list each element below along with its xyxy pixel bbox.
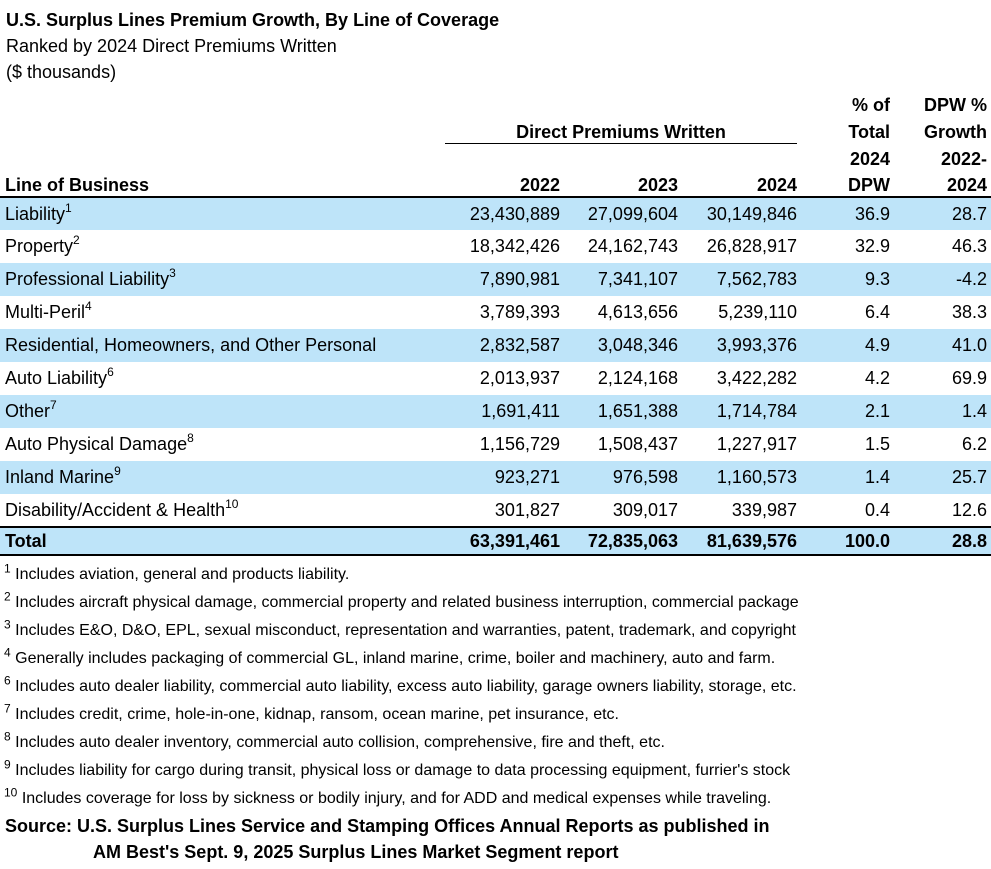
- dpw-2022-cell: 1,156,729: [479, 434, 560, 454]
- pct-total-cell: 4.2: [864, 368, 890, 388]
- total-label: Total: [0, 527, 445, 555]
- dpw-2022-cell: 18,342,426: [469, 236, 560, 256]
- pct-total-header-line3: 2024: [849, 149, 890, 169]
- row-label: Property: [5, 236, 74, 256]
- table-body: [0, 197, 991, 527]
- footnote-number: 2: [4, 589, 11, 604]
- growth-header-line4: 2024: [890, 170, 991, 197]
- footnote-marker: 9: [114, 464, 121, 478]
- growth-cell: 46.3: [951, 236, 987, 256]
- footnote-marker: 4: [85, 299, 92, 313]
- row-label: Liability: [5, 203, 66, 224]
- pct-total-cell: 0.4: [864, 499, 890, 520]
- header-row-4: [0, 170, 991, 197]
- pct-total-cell: 1.5: [864, 434, 890, 454]
- header-row-3: [0, 143, 991, 170]
- dpw-2024-cell: 1,714,784: [716, 401, 797, 421]
- dpw-2022-cell: 23,430,889: [469, 203, 560, 224]
- table-header: [0, 89, 991, 197]
- footnote-number: 4: [4, 645, 11, 660]
- table-row: [0, 461, 991, 494]
- footnote-number: 10: [4, 785, 18, 800]
- growth-cell: 25.7: [951, 467, 987, 487]
- row-label: Auto Physical Damage: [5, 434, 188, 454]
- units-note: ($ thousands): [6, 62, 117, 82]
- row-label-cell: [0, 263, 445, 296]
- dpw-2024-cell: 3,993,376: [716, 335, 797, 355]
- header-row-1: [0, 89, 991, 116]
- row-label-cell: [0, 428, 445, 461]
- dpw-2022-cell: 3,789,393: [479, 302, 560, 322]
- row-label: Professional Liability: [5, 269, 170, 289]
- table-row: [0, 329, 991, 362]
- dpw-2023-cell: 7,341,107: [597, 269, 678, 289]
- dpw-2024-cell: 30,149,846: [706, 203, 797, 224]
- dpw-2022-cell: 2,013,937: [479, 368, 560, 388]
- footnote-text: Includes auto dealer liability, commercial auto liability, excess auto liability, garage owners liability, storage, etc.: [15, 678, 797, 695]
- growth-cell: 38.3: [951, 302, 987, 322]
- row-label: Multi-Peril: [5, 302, 86, 322]
- footnote: [4, 561, 991, 589]
- line-of-business-header: Line of Business: [0, 170, 445, 197]
- footnote: [4, 701, 991, 729]
- total-dpw-2022: 63,391,461: [445, 527, 560, 555]
- pct-total-cell: 2.1: [864, 401, 890, 421]
- pct-total-cell: 4.9: [864, 335, 890, 355]
- table-row: [0, 197, 991, 230]
- table-row: [0, 395, 991, 428]
- row-label-cell: [0, 329, 445, 362]
- growth-cell: 41.0: [951, 335, 987, 355]
- footnote-marker: 3: [169, 266, 176, 280]
- footnote-text: Generally includes packaging of commercial GL, inland marine, crime, boiler and machinery, auto and farm.: [15, 650, 776, 667]
- pct-total-header-line2: Total: [848, 122, 890, 142]
- footnote-text: Includes credit, crime, hole-in-one, kidnap, ransom, ocean marine, pet insurance, etc.: [15, 706, 619, 723]
- dpw-2023-cell: 976,598: [612, 467, 678, 487]
- footnote-number: 9: [4, 757, 11, 772]
- total-dpw-2024: 81,639,576: [678, 527, 797, 555]
- pct-total-cell: 9.3: [864, 269, 890, 289]
- dpw-2024-cell: 7,562,783: [716, 269, 797, 289]
- table-row: [0, 428, 991, 461]
- growth-cell: 69.9: [951, 368, 987, 388]
- table-row: [0, 296, 991, 329]
- dpw-2022-cell: 2,832,587: [479, 335, 560, 355]
- footnote: [4, 589, 991, 617]
- dpw-2023-cell: 309,017: [612, 499, 678, 520]
- footnote-marker: 7: [50, 398, 57, 412]
- dpw-2024-cell: 26,828,917: [706, 236, 797, 256]
- footnote-text: Includes aircraft physical damage, commercial property and related business interruption, commercial package: [15, 594, 799, 611]
- footnote-marker: 10: [225, 496, 239, 511]
- total-row: [0, 527, 991, 555]
- dpw-2022-cell: 923,271: [494, 467, 560, 487]
- row-label: Other: [5, 401, 51, 421]
- dpw-2023-cell: 24,162,743: [587, 236, 678, 256]
- total-growth: 28.8: [890, 527, 991, 555]
- growth-cell: -4.2: [955, 269, 987, 289]
- dpw-2023-cell: 3,048,346: [597, 335, 678, 355]
- footnote: [4, 729, 991, 757]
- dpw-2024-cell: 1,160,573: [716, 467, 797, 487]
- pct-total-header-line1: % of: [852, 95, 890, 115]
- row-label-cell: [0, 494, 445, 527]
- row-label-cell: [0, 395, 445, 428]
- pct-total-cell: 6.4: [864, 302, 890, 322]
- page-title: U.S. Surplus Lines Premium Growth, By Line of Coverage: [6, 10, 500, 30]
- dpw-2023-cell: 4,613,656: [597, 302, 678, 322]
- growth-cell: 6.2: [961, 434, 987, 454]
- growth-header-line1: DPW %: [924, 95, 987, 115]
- dpw-2023-cell: 1,508,437: [597, 434, 678, 454]
- pct-total-cell: 1.4: [864, 467, 890, 487]
- pct-total-header-line4: DPW: [797, 170, 890, 197]
- row-label-cell: [0, 197, 445, 230]
- dpw-2023-cell: 27,099,604: [587, 203, 678, 224]
- footnote-text: Includes E&O, D&O, EPL, sexual misconduct, representation and warranties, patent, trademark, and copyright: [15, 622, 796, 639]
- dpw-group-header: Direct Premiums Written: [445, 116, 797, 143]
- table-row: [0, 494, 991, 527]
- footnote: [4, 785, 991, 813]
- year-header-2024: 2024: [678, 170, 797, 197]
- footnote: [4, 673, 991, 701]
- dpw-2024-cell: 1,227,917: [716, 434, 797, 454]
- title-block: [0, 0, 991, 85]
- row-label-cell: [0, 461, 445, 494]
- footnote-marker: 8: [187, 431, 194, 445]
- growth-cell: 1.4: [961, 401, 987, 421]
- source-line-2: AM Best's Sept. 9, 2025 Surplus Lines Market Segment report: [93, 842, 619, 862]
- row-label-cell: [0, 296, 445, 329]
- dpw-2023-cell: 2,124,168: [597, 368, 678, 388]
- footnote-text: Includes coverage for loss by sickness or bodily injury, and for ADD and medical expenses while traveling.: [21, 790, 772, 807]
- footnote-text: Includes liability for cargo during transit, physical loss or damage to data processing equipment, furrier's stock: [15, 762, 791, 779]
- footnote-number: 3: [4, 617, 11, 632]
- footnote-number: 7: [4, 701, 11, 716]
- table-row: [0, 263, 991, 296]
- row-label: Inland Marine: [5, 467, 115, 487]
- footnote-marker: 2: [73, 233, 80, 247]
- header-row-2: [0, 116, 991, 143]
- table-row: [0, 230, 991, 263]
- year-header-2022: 2022: [445, 170, 560, 197]
- year-header-2023: 2023: [560, 170, 678, 197]
- growth-header-line2: Growth: [924, 122, 987, 142]
- dpw-2024-cell: 3,422,282: [716, 368, 797, 388]
- footnote-text: Includes auto dealer inventory, commercial auto collision, comprehensive, fire and theft, etc.: [15, 734, 665, 751]
- growth-cell: 28.7: [951, 203, 987, 224]
- total-pct-total: 100.0: [797, 527, 890, 555]
- footnote-number: 6: [4, 673, 11, 688]
- row-label: Residential, Homeowners, and Other Personal: [5, 335, 377, 355]
- footnote: [4, 645, 991, 673]
- footnote-number: 1: [4, 561, 11, 576]
- row-label: Auto Liability: [5, 368, 108, 388]
- growth-header-line3: 2022-: [940, 149, 987, 169]
- row-label-cell: [0, 362, 445, 395]
- growth-cell: 12.6: [951, 499, 987, 520]
- footnote: [4, 617, 991, 645]
- table-row: [0, 362, 991, 395]
- source-line-1: Source: U.S. Surplus Lines Service and Stamping Offices Annual Reports as published in: [5, 816, 770, 836]
- footnote: [4, 757, 991, 785]
- pct-total-cell: 36.9: [854, 203, 890, 224]
- dpw-2022-cell: 1,691,411: [481, 401, 560, 421]
- footnote-marker: 6: [107, 365, 114, 379]
- total-dpw-2023: 72,835,063: [560, 527, 678, 555]
- row-label: Disability/Accident & Health: [5, 499, 226, 520]
- dpw-2023-cell: 1,651,388: [597, 401, 678, 421]
- premium-table: [0, 89, 991, 556]
- dpw-2022-cell: 7,890,981: [479, 269, 560, 289]
- row-label-cell: [0, 230, 445, 263]
- pct-total-cell: 32.9: [854, 236, 890, 256]
- dpw-2022-cell: 301,827: [494, 499, 560, 520]
- footnote-marker: 1: [65, 200, 72, 215]
- footnotes-section: [0, 556, 991, 813]
- footnote-number: 8: [4, 729, 11, 744]
- dpw-2024-cell: 339,987: [731, 499, 797, 520]
- footnote-text: Includes aviation, general and products liability.: [15, 566, 350, 583]
- page-subtitle: Ranked by 2024 Direct Premiums Written: [6, 36, 337, 56]
- dpw-2024-cell: 5,239,110: [718, 302, 797, 322]
